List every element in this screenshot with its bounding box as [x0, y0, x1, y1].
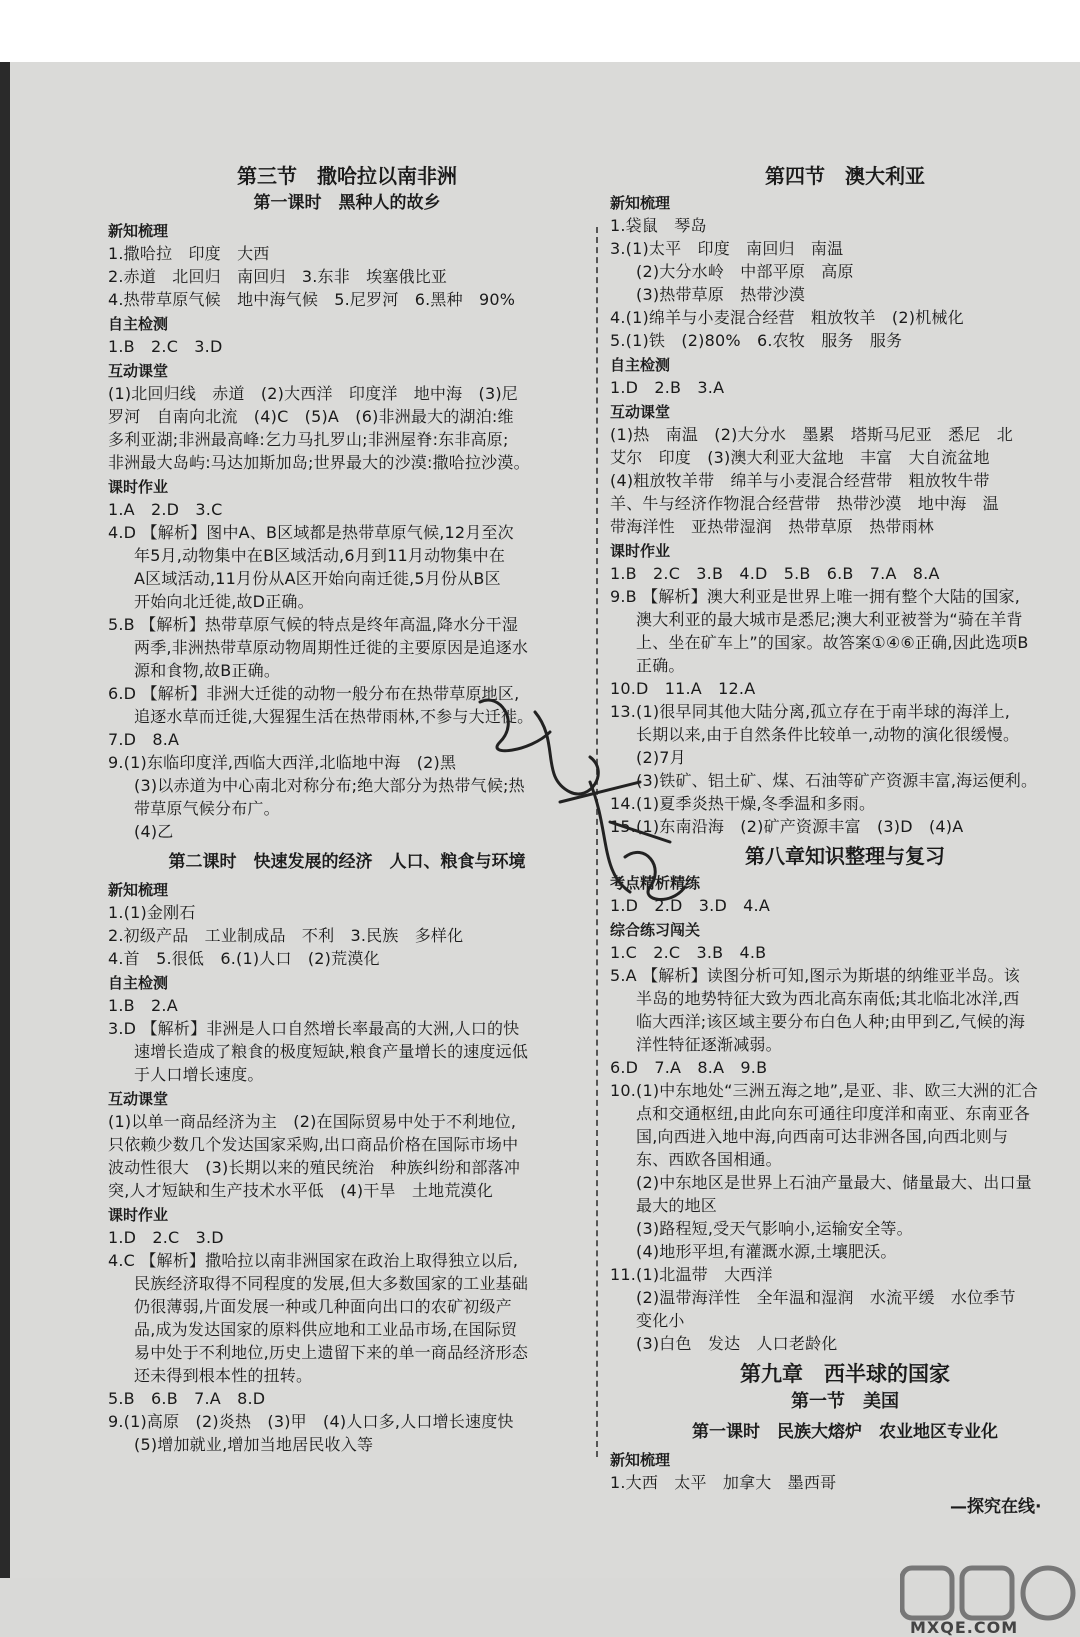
- answer-line: 6.D 7.A 8.A 9.B: [610, 1058, 768, 1077]
- answer-line: 1.(1)金刚石: [108, 903, 196, 922]
- label-xinzhi: 新知梳理: [610, 194, 671, 212]
- answer-line: 半岛的地势特征大致为西北高东南低;其北临北冰洋,西: [636, 989, 1020, 1008]
- answer-line: 4.(1)绵羊与小麦混合经营 粗放牧羊 (2)机械化: [610, 308, 964, 327]
- answer-line: 5.B 【解析】热带草原气候的特点是终年高温,降水分干湿: [108, 615, 519, 634]
- answer-line: 澳大利亚的最大城市是悉尼;澳大利亚被誉为“骑在羊背: [636, 610, 1023, 629]
- answer-line: (1)热 南温 (2)大分水 墨累 塔斯马尼亚 悉尼 北: [610, 425, 1013, 444]
- label-hudong: 互动课堂: [610, 403, 671, 421]
- answer-line: 1.A 2.D 3.C: [108, 500, 223, 519]
- answer-line: 7.D 8.A: [108, 730, 180, 749]
- answer-line: 带海洋性 亚热带湿润 热带草原 热带雨林: [610, 517, 935, 536]
- answer-line: (2)大分水岭 中部平原 高原: [636, 262, 854, 281]
- answer-line: 1.B 2.C 3.B 4.D 5.B 6.B 7.A 8.A: [610, 564, 940, 583]
- answer-line: (3)铁矿、铝土矿、煤、石油等矿产资源丰富,海运便利。: [636, 771, 1038, 790]
- answer-line: 1.B 2.C 3.D: [108, 337, 223, 356]
- answer-line: 洋性特征逐渐减弱。: [636, 1035, 782, 1054]
- answers-zizhu: [108, 994, 586, 1086]
- answer-line: 5.B 6.B 7.A 8.D: [108, 1389, 266, 1408]
- answer-line: 艾尔 印度 (3)澳大利亚大盆地 丰富 大自流盆地: [610, 448, 990, 467]
- label-hudong: 互动课堂: [108, 362, 169, 380]
- answer-line: 带草原气候分布广。: [134, 799, 280, 818]
- watermark-text: MXQE.COM: [910, 1618, 1019, 1637]
- answer-line: 东、西欧各国相通。: [636, 1150, 782, 1169]
- answer-line: 4.C 【解析】撒哈拉以南非洲国家在政治上取得独立以后,: [108, 1251, 519, 1270]
- answer-line: 罗河 自南向北流 (4)C (5)A (6)非洲最大的湖泊:维: [108, 407, 514, 426]
- answer-line: (4)地形平坦,有灌溉水源,土壤肥沃。: [636, 1242, 897, 1261]
- answer-line: 2.赤道 北回归 南回归 3.东非 埃塞俄比亚: [108, 267, 448, 286]
- answer-line: (3)路程短,受天气影响小,运输安全等。: [636, 1219, 913, 1238]
- answer-line: 于人口增长速度。: [134, 1065, 264, 1084]
- answer-line: (5)增加就业,增加当地居民收入等: [134, 1435, 374, 1454]
- answer-line: 上、坐在矿车上”的国家。故答案①④⑥正确,因此选项B: [636, 633, 1029, 652]
- footer-tag: —探究在线·: [950, 1497, 1042, 1517]
- review-title: 第八章知识整理与复习: [745, 844, 945, 868]
- chapter-title: 第九章 西半球的国家: [740, 1362, 950, 1386]
- label-zizhu: 自主检测: [108, 315, 169, 333]
- answer-line: 9.(1)高原 (2)炎热 (3)甲 (4)人口多,人口增长速度快: [108, 1412, 514, 1431]
- answers-xinzhi: [108, 242, 586, 311]
- answer-line: 速增长造成了粮食的极度短缺,粮食产量增长的速度远低: [134, 1042, 529, 1061]
- answer-line: 10.(1)中东地处“三洲五海之地”,是亚、非、欧三大洲的汇合: [610, 1081, 1038, 1100]
- handwritten-signature: [440, 682, 700, 922]
- answer-line: (2)中东地区是世界上石油产量最大、储量最大、出口量: [636, 1173, 1032, 1192]
- answer-line: 正确。: [636, 656, 685, 675]
- lesson-title: 第二课时 快速发展的经济 人口、粮食与环境: [168, 852, 526, 872]
- answer-line: 13.(1)很早同其他大陆分离,孤立存在于南半球的海洋上,: [610, 702, 1011, 721]
- answer-line: 4.首 5.很低 6.(1)人口 (2)荒漠化: [108, 949, 380, 968]
- answer-line: 年5月,动物集中在B区域活动,6月到11月动物集中在: [134, 546, 506, 565]
- answer-line: 最大的地区: [636, 1196, 718, 1215]
- answers-zizhu: [610, 376, 1080, 399]
- answer-line: 1.C 2.C 3.B 4.B: [610, 943, 767, 962]
- label-zizhu: 自主检测: [108, 974, 169, 992]
- answer-line: 仍很薄弱,片面发展一种或几种面向出口的农矿初级产: [134, 1297, 512, 1316]
- answer-line: 开始向北迁徙,故D正确。: [134, 592, 314, 611]
- label-keshi: 课时作业: [108, 1206, 169, 1224]
- answer-line: 3.(1)太平 印度 南回归 南温: [610, 239, 844, 258]
- answer-line: 变化小: [636, 1311, 685, 1330]
- answer-line: 还未得到根本性的扭转。: [134, 1366, 313, 1385]
- answer-line: 4.D 【解析】图中A、B区域都是热带草原气候,12月至次: [108, 523, 514, 542]
- answer-line: 突,人才短缺和生产技术水平低 (4)干旱 土地荒漠化: [108, 1181, 493, 1200]
- answer-line: 波动性很大 (3)长期以来的殖民统治 种族纠纷和部落冲: [108, 1158, 521, 1177]
- label-keshi: 课时作业: [610, 542, 671, 560]
- answer-line: 1.B 2.A: [108, 996, 178, 1015]
- answer-line: 9.B 【解析】澳大利亚是世界上唯一拥有整个大陆的国家,: [610, 587, 1021, 606]
- answer-line: 10.D 11.A 12.A: [610, 679, 756, 698]
- section-title: 第三节 撒哈拉以南非洲: [237, 164, 457, 188]
- answer-line: 只依赖少数几个发达国家采购,出口商品价格在国际市场中: [108, 1135, 519, 1154]
- answer-line: (3)热带草原 热带沙漠: [636, 285, 806, 304]
- answer-page: [10, 62, 1080, 1637]
- scan-top-margin: [0, 0, 1080, 62]
- answer-line: 点和交通枢纽,由此向东可通往印度洋和南亚、东南亚各: [636, 1104, 1031, 1123]
- answers-hudong: [108, 1110, 586, 1202]
- answer-line: (3)白色 发达 人口老龄化: [636, 1334, 838, 1353]
- section-title: 第四节 澳大利亚: [765, 164, 925, 188]
- answer-line: 9.(1)东临印度洋,西临大西洋,北临地中海 (2)黑: [108, 753, 457, 772]
- answer-line: 两季,非洲热带草原动物周期性迁徙的主要原因是追逐水: [134, 638, 529, 657]
- label-kaodian: 考点精析精练: [610, 874, 701, 892]
- answer-line: 15.(1)东南沿海 (2)矿产资源丰富 (3)D (4)A: [610, 817, 964, 836]
- answers-xinzhi: [610, 1471, 1080, 1494]
- answer-line: 长期以来,由于自然条件比较单一,动物的演化很缓慢。: [636, 725, 1020, 744]
- label-xinzhi: 新知梳理: [610, 1451, 671, 1469]
- answer-line: (4)粗放牧羊带 绵羊与小麦混合经营带 粗放牧牛带: [610, 471, 990, 490]
- label-zizhu: 自主检测: [610, 356, 671, 374]
- answer-line: 1.袋鼠 琴岛: [610, 216, 707, 235]
- answer-line: (2)7月: [636, 748, 686, 767]
- answer-line: (2)温带海洋性 全年温和湿润 水流平缓 水位季节: [636, 1288, 1016, 1307]
- label-xinzhi: 新知梳理: [108, 881, 169, 899]
- answers-zonghe: [610, 941, 1080, 1355]
- answer-line: 1.D 2.C 3.D: [108, 1228, 224, 1247]
- sub-section-title: 第一节 美国: [791, 1391, 899, 1412]
- answer-line: 11.(1)北温带 大西洋: [610, 1265, 773, 1284]
- answer-line: 非洲最大岛屿:马达加斯加岛;世界最大的沙漠:撒哈拉沙漠。: [108, 453, 530, 472]
- answers-xinzhi: [610, 214, 1080, 352]
- lesson-title: 第一课时 黑种人的故乡: [253, 193, 441, 213]
- answer-line: 5.A 【解析】读图分析可知,图示为斯堪的纳维亚半岛。该: [610, 966, 1020, 985]
- answer-line: 临大西洋;该区域主要分布白色人种;由甲到乙,气候的海: [636, 1012, 1026, 1031]
- answer-line: 1.大西 太平 加拿大 墨西哥: [610, 1473, 837, 1492]
- answer-line: 1.D 2.D 3.D 4.A: [610, 896, 770, 915]
- answers-zizhu: [108, 335, 586, 358]
- scan-left-edge: [0, 62, 10, 1578]
- answer-line: (1)以单一商品经济为主 (2)在国际贸易中处于不利地位,: [108, 1112, 517, 1131]
- label-keshi: 课时作业: [108, 478, 169, 496]
- label-xinzhi: 新知梳理: [108, 222, 169, 240]
- answer-line: 2.初级产品 工业制成品 不利 3.民族 多样化: [108, 926, 464, 945]
- answer-line: 易中处于不利地位,历史上遗留下来的单一商品经济形态: [134, 1343, 529, 1362]
- answer-line: 源和食物,故B正确。: [134, 661, 281, 680]
- label-hudong: 互动课堂: [108, 1090, 169, 1108]
- answer-line: (1)北回归线 赤道 (2)大西洋 印度洋 地中海 (3)尼: [108, 384, 518, 403]
- answer-line: 14.(1)夏季炎热干燥,冬季温和多雨。: [610, 794, 876, 813]
- answer-line: 4.热带草原气候 地中海气候 5.尼罗河 6.黑种 90%: [108, 290, 516, 309]
- answer-line: 多利亚湖;非洲最高峰:乞力马扎罗山;非洲屋脊:东非高原;: [108, 430, 509, 449]
- answer-line: (3)以赤道为中心南北对称分布;绝大部分为热带气候;热: [134, 776, 525, 795]
- answer-line: 品,成为发达国家的原料供应地和工业品市场,在国际贸: [134, 1320, 518, 1339]
- answers-hudong: [108, 382, 586, 474]
- answer-line: 1.D 2.B 3.A: [610, 378, 725, 397]
- answers-hudong: [610, 423, 1080, 538]
- answer-line: 3.D 【解析】非洲是人口自然增长率最高的大洲,人口的快: [108, 1019, 520, 1038]
- answer-line: A区域活动,11月份从A区开始向南迁徙,5月份从B区: [134, 569, 501, 588]
- answer-line: 追逐水草而迁徙,大猩猩生活在热带雨林,不参与大迁徙。: [134, 707, 534, 726]
- answer-line: 6.D 【解析】非洲大迁徙的动物一般分布在热带草原地区,: [108, 684, 520, 703]
- answer-line: 1.撒哈拉 印度 大西: [108, 244, 270, 263]
- answer-line: 羊、牛与经济作物混合经营带 热带沙漠 地中海 温: [610, 494, 999, 513]
- lesson-title: 第一课时 民族大熔炉 农业地区专业化: [692, 1422, 998, 1442]
- label-zonghe: 综合练习闯关: [610, 921, 701, 939]
- answer-line: (4)乙: [134, 822, 174, 841]
- answer-line: 国,向西进入地中海,向西南可达非洲各国,向西北则与: [636, 1127, 1009, 1146]
- answers-keshi: [108, 1226, 586, 1456]
- answer-line: 5.(1)铁 (2)80% 6.农牧 服务 服务: [610, 331, 903, 350]
- answer-line: 民族经济取得不同程度的发展,但大多数国家的工业基础: [134, 1274, 529, 1293]
